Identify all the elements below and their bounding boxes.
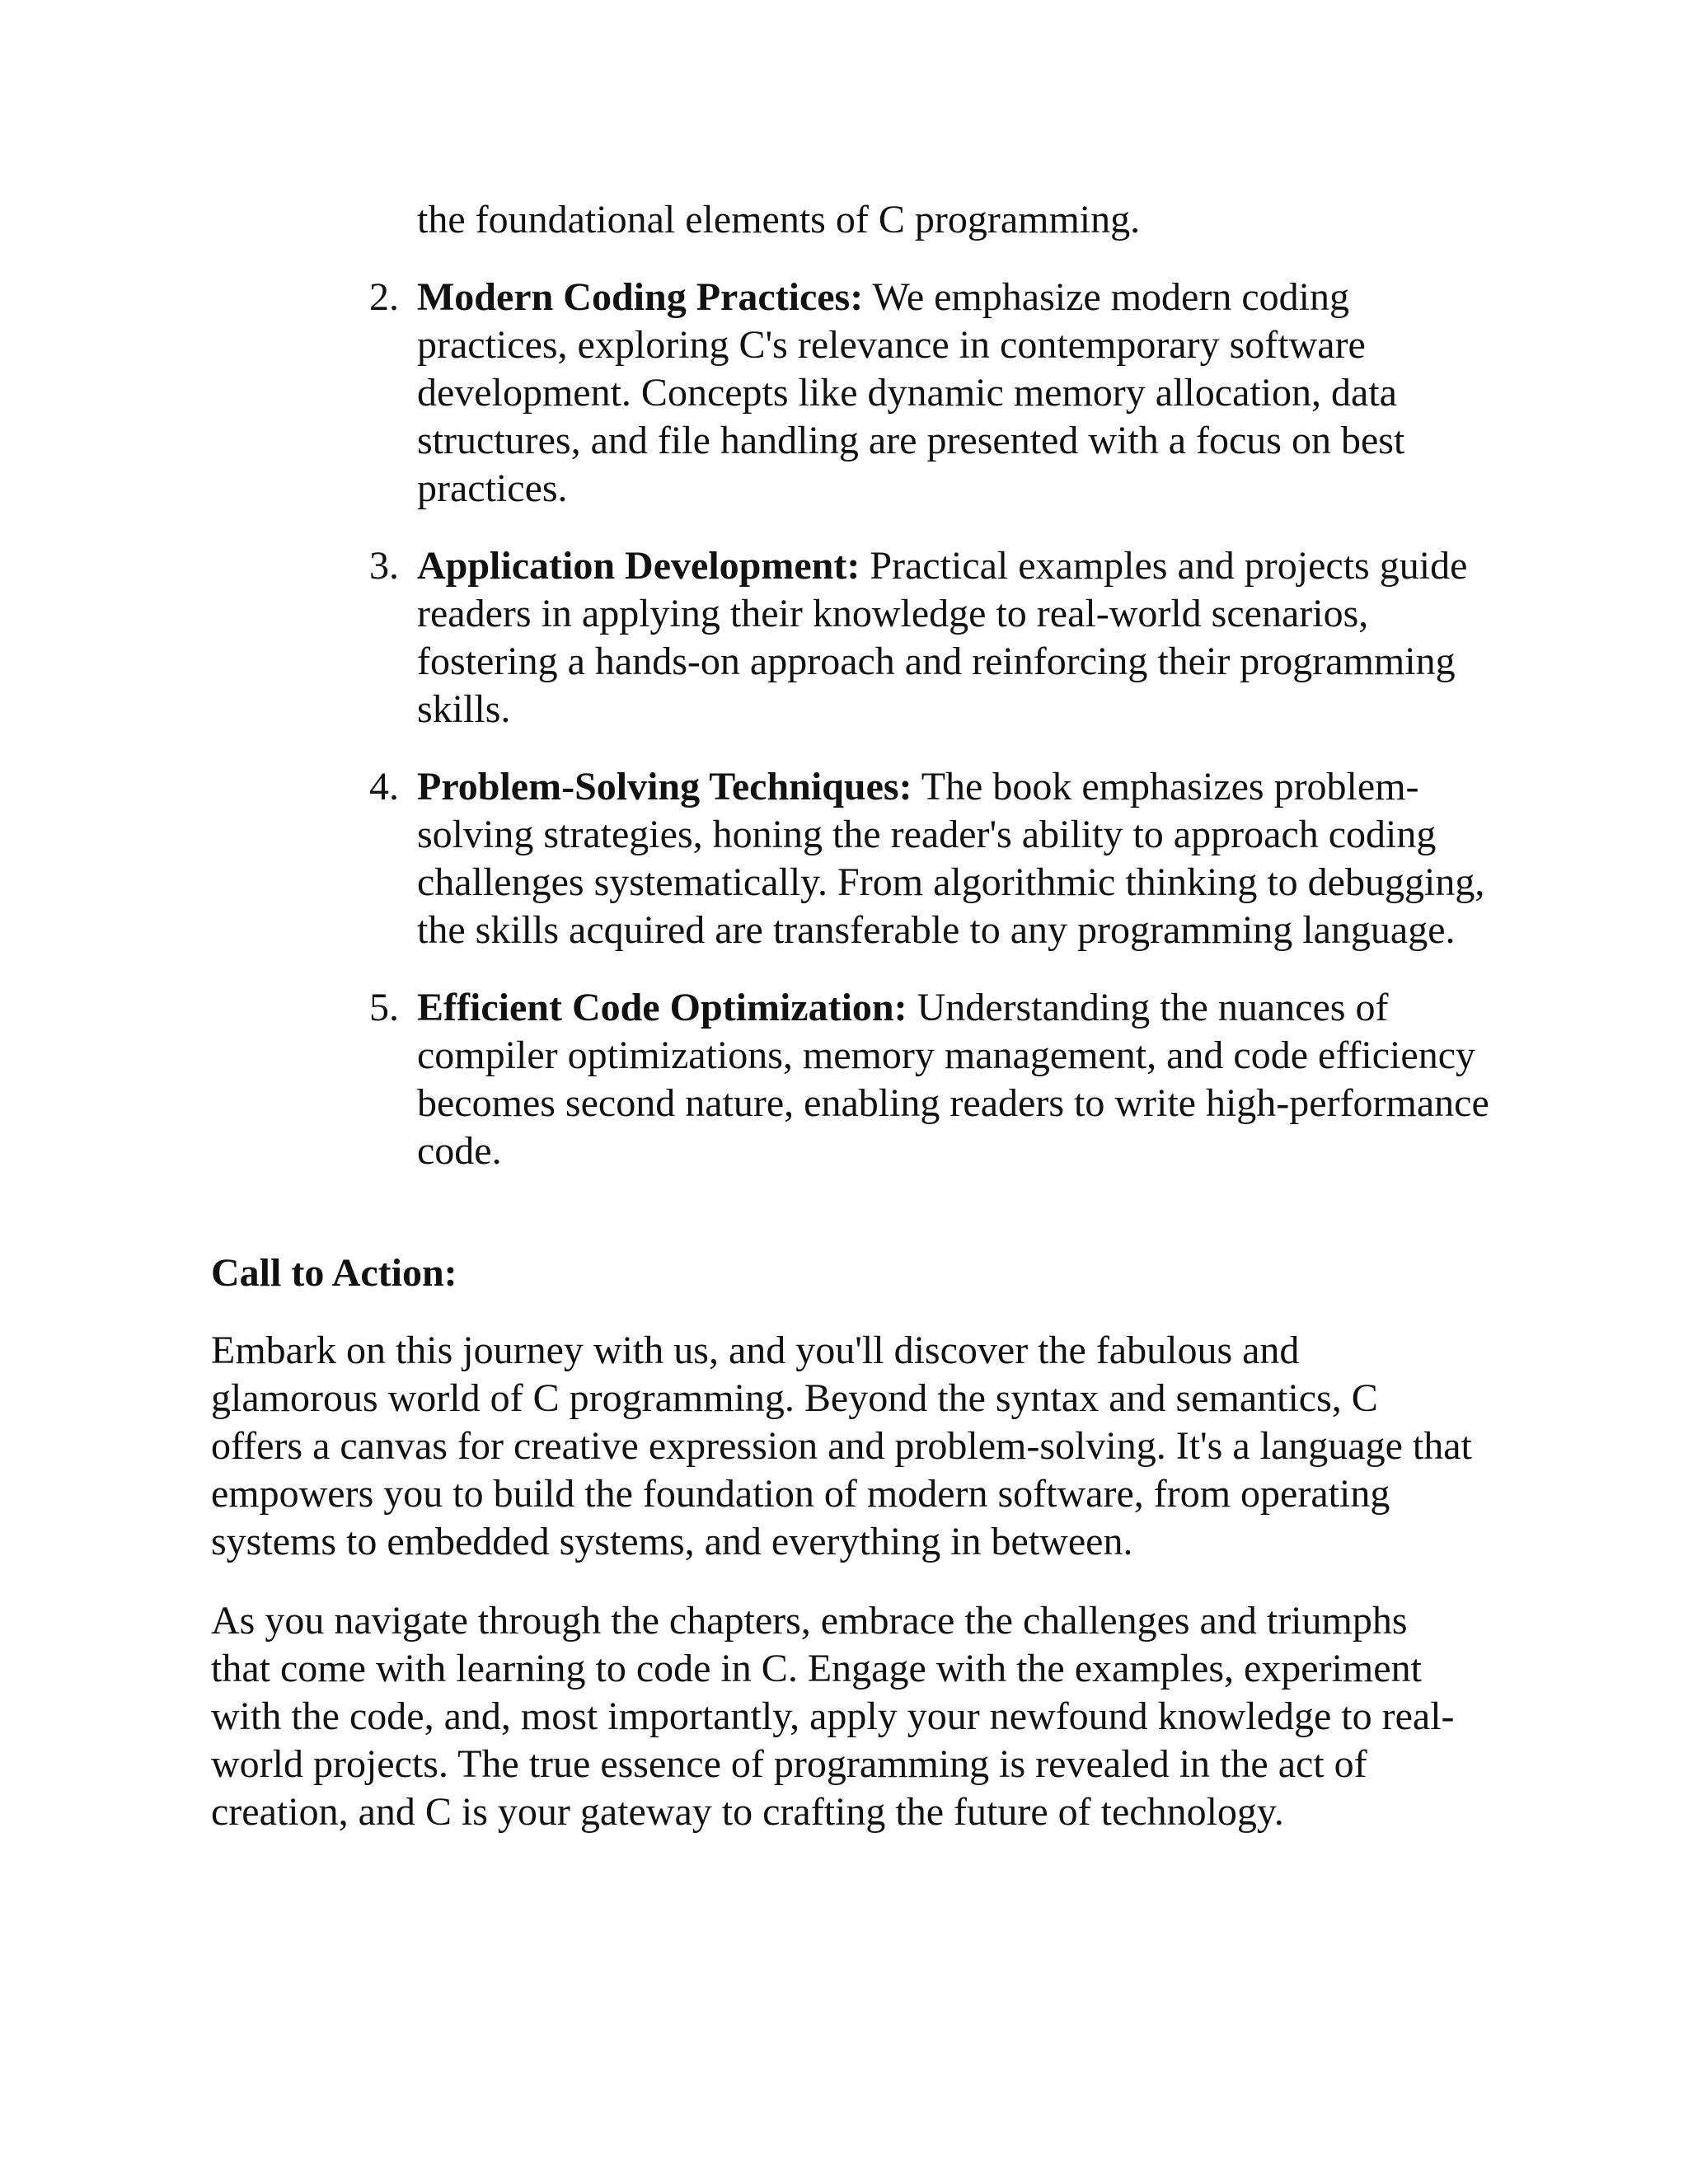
feature-list [363, 196, 1500, 1205]
list-item-title: Problem-Solving Techniques: [417, 765, 912, 808]
list-item-text: Understanding the nuances of compiler optimizations, memory management, and code efficiency becomes second nature, enabling readers to write high-performance code. [417, 986, 1489, 1173]
list-item-title: Application Development: [417, 544, 860, 588]
list-item-number: 2. [369, 275, 399, 319]
list-item [363, 984, 1500, 1175]
body-paragraph: Embark on this journey with us, and you'll discover the fabulous and glamorous world of C programming. Beyond the syntax and semantics, C offers a canvas for creative expression and problem-solving. It's a language that empowers you to build the foundation of modern software, from operating systems to embedded systems, and everything in between. [211, 1329, 1472, 1563]
list-item-title: Modern Coding Practices: [417, 275, 864, 319]
continuation-text: the foundational elements of C programming. [417, 198, 1141, 241]
list-item [363, 763, 1500, 954]
list-item [363, 542, 1500, 733]
list-item-number: 4. [369, 765, 399, 808]
list-item-title: Efficient Code Optimization: [417, 986, 907, 1029]
list-item-text: The book emphasizes problem-solving strategies, honing the reader's ability to approach coding challenges systematically. From algorithmic thinking to debugging, the skills acquired are transferable to any programming language. [417, 765, 1485, 952]
list-item-continuation [363, 196, 1500, 244]
list-item-text: Practical examples and projects guide readers in applying their knowledge to real-world scenarios, fostering a hands-on approach and reinforcing their programming skills. [417, 544, 1468, 731]
list-item-text: We emphasize modern coding practices, exploring C's relevance in contemporary software development. Concepts like dynamic memory allocation, data structures, and file handling are presented with a focus on best practices. [417, 275, 1405, 510]
list-item [363, 274, 1500, 513]
list-item-number: 3. [369, 544, 399, 588]
list-item-number: 5. [369, 986, 399, 1029]
section-heading: Call to Action: [211, 1251, 457, 1295]
body-paragraph: As you navigate through the chapters, embrace the challenges and triumphs that come with learning to code in C. Engage with the examples, experiment with the code, and, most importantly, apply your newfound knowledge to real-world projects. The true essence of programming is revealed in the act of creation, and C is your gateway to crafting the future of technology. [211, 1599, 1455, 1834]
